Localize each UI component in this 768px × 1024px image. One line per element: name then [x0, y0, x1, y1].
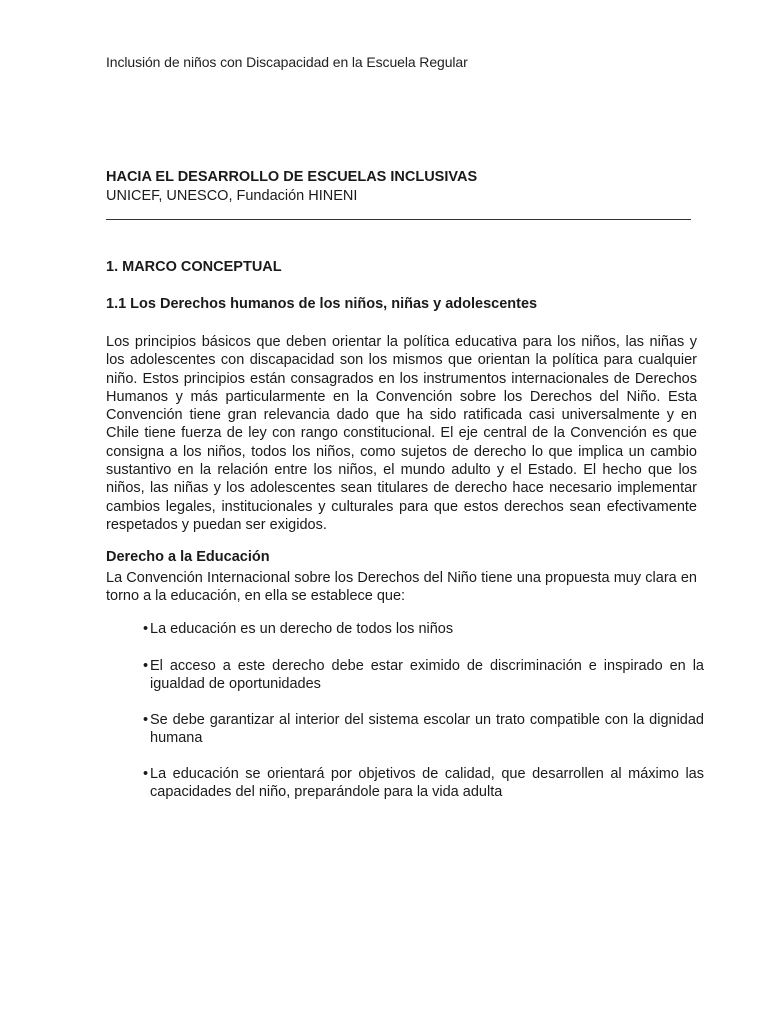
list-item: [143, 657, 704, 694]
document-authors: UNICEF, UNESCO, Fundación HINENI: [106, 188, 358, 204]
bullet-icon: •: [143, 766, 149, 782]
subsection-heading: 1.1 Los Derechos humanos de los niños, niñas y adolescentes: [106, 296, 538, 312]
section-heading: 1. MARCO CONCEPTUAL: [106, 259, 282, 275]
list-item: [143, 711, 704, 748]
running-header: Inclusión de niños con Discapacidad en la Escuela Regular: [106, 54, 468, 70]
education-heading: Derecho a la Educación: [106, 549, 270, 565]
body-paragraph: Los principios básicos que deben orientar la política educativa para los niños, las niñas y los adolescentes con discapacidad son los mismos que orientan la política para cualquier niño. Estos principios están consagrados en los instrumentos internacionales de Derechos Humanos y más particularmente en la Convención sobre los Derechos del Niño. Esta Convención tiene gran relevancia dado que ha sido ratificada casi universalmente y en Chile tiene fuerza de ley con rango constitucional. El eje central de la Convención es que consigna a los niños, todos los niños, como sujetos de derecho lo que implica un cambio sustantivo en la relación entre los niños, el mundo adulto y el Estado. El hecho que los niños, las niñas y los adolescentes sean titulares de derecho hace necesario implementar cambios legales, institucionales y culturales para que estos derechos sean efectivamente respetados y puedan ser exigidos.: [106, 334, 697, 533]
horizontal-rule: [106, 219, 691, 220]
list-item-text: La educación es un derecho de todos los niños: [150, 621, 454, 637]
list-item-text: La educación se orientará por objetivos de calidad, que desarrollen al máximo las capacidades del niño, preparándole para la vida adulta: [150, 766, 704, 801]
list-item-text: Se debe garantizar al interior del sistema escolar un trato compatible con la dignidad humana: [150, 712, 704, 747]
bullet-icon: •: [143, 712, 149, 728]
education-intro: La Convención Internacional sobre los Derechos del Niño tiene una propuesta muy clara en torno a la educación, en ella se establece que:: [106, 570, 697, 605]
document-title: HACIA EL DESARROLLO DE ESCUELAS INCLUSIVAS: [106, 169, 478, 185]
list-item: [143, 620, 704, 638]
list-item-text: El acceso a este derecho debe estar eximido de discriminación e inspirado en la igualdad de oportunidades: [150, 658, 704, 693]
bullet-icon: •: [143, 658, 149, 674]
bullet-icon: •: [143, 621, 149, 637]
list-item: [143, 765, 704, 802]
